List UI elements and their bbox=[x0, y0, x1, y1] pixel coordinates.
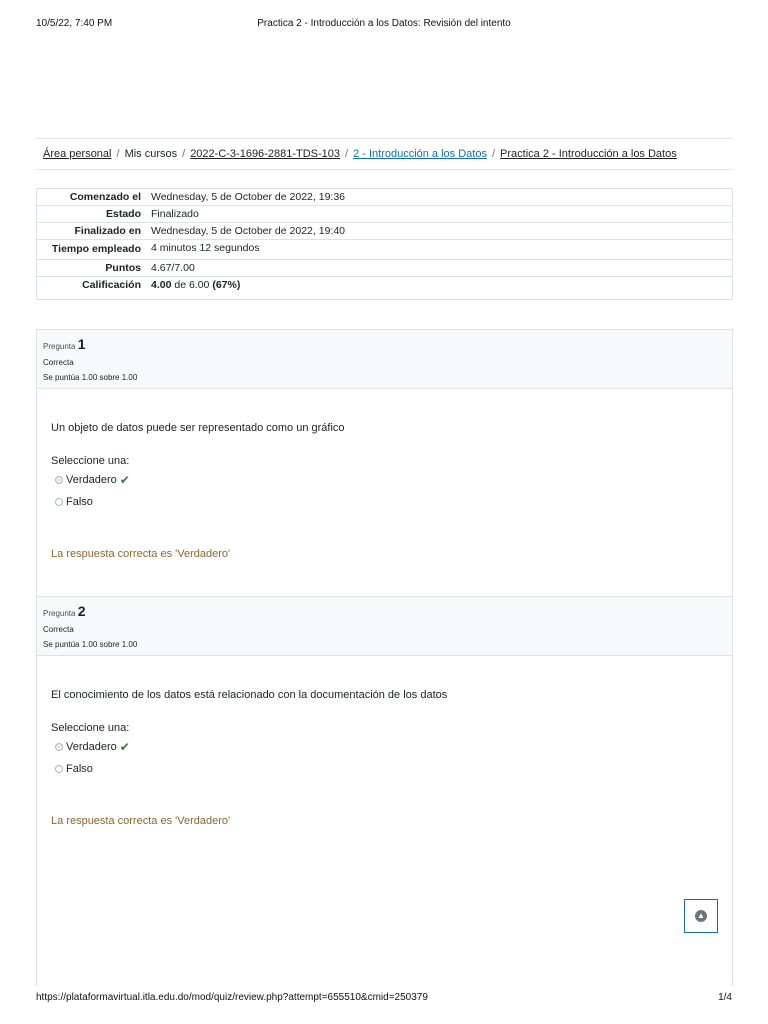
summary-value: Wednesday, 5 de October de 2022, 19:36 bbox=[151, 191, 345, 203]
check-icon: ✔ bbox=[119, 740, 130, 754]
summary-label: Estado bbox=[37, 206, 147, 223]
breadcrumb-separator: / bbox=[491, 148, 496, 160]
question-1-info bbox=[36, 329, 733, 389]
breadcrumb-mis-cursos[interactable]: Mis cursos bbox=[124, 148, 178, 160]
chevron-up-icon: ▲ bbox=[695, 910, 707, 922]
radio-checked-icon[interactable] bbox=[55, 476, 63, 484]
summary-row bbox=[37, 206, 733, 223]
answer-prompt: Seleccione una: bbox=[51, 455, 130, 467]
breadcrumb-section[interactable]: 2 - Introducción a los Datos bbox=[353, 148, 487, 160]
radio-checked-icon[interactable] bbox=[55, 743, 63, 751]
question-number bbox=[43, 603, 732, 619]
breadcrumb bbox=[36, 138, 733, 170]
print-footer bbox=[36, 992, 732, 1006]
radio-icon[interactable] bbox=[55, 765, 63, 773]
question-2-content bbox=[36, 656, 733, 986]
radio-icon[interactable] bbox=[55, 498, 63, 506]
print-page-number: 1/4 bbox=[718, 992, 732, 1003]
question-2-info bbox=[36, 596, 733, 656]
question-label: Pregunta bbox=[43, 342, 76, 351]
question-number bbox=[43, 336, 732, 352]
summary-row-grade bbox=[37, 277, 733, 300]
summary-label: Puntos bbox=[37, 260, 147, 277]
summary-label: Calificación bbox=[37, 277, 147, 300]
question-number-value: 2 bbox=[77, 603, 86, 619]
right-answer-feedback: La respuesta correcta es 'Verdadero' bbox=[51, 815, 231, 827]
right-answer-feedback: La respuesta correcta es 'Verdadero' bbox=[51, 548, 231, 560]
summary-value: Wednesday, 5 de October de 2022, 19:40 bbox=[146, 223, 733, 240]
print-datetime: 10/5/22, 7:40 PM bbox=[36, 18, 113, 29]
question-label: Pregunta bbox=[43, 609, 76, 618]
question-text: El conocimiento de los datos está relacionado con la documentación de los datos bbox=[51, 689, 448, 701]
question-number-value: 1 bbox=[77, 336, 86, 352]
breadcrumb-area-personal[interactable]: Área personal bbox=[43, 148, 112, 160]
summary-value: 4 minutos 12 segundos bbox=[146, 240, 733, 260]
answer-option-falso[interactable] bbox=[55, 496, 93, 508]
summary-label: Comenzado el bbox=[69, 191, 141, 203]
question-1-content bbox=[36, 389, 733, 596]
summary-label: Finalizado en bbox=[37, 223, 147, 240]
option-label: Falso bbox=[66, 496, 93, 508]
option-label: Falso bbox=[66, 763, 93, 775]
summary-value: Finalizado bbox=[146, 206, 733, 223]
breadcrumb-course[interactable]: 2022-C-3-1696-2881-TDS-103 bbox=[190, 148, 340, 160]
summary-row bbox=[37, 223, 733, 240]
answer-option-falso[interactable] bbox=[55, 763, 93, 775]
question-mark: Se puntúa 1.00 sobre 1.00 bbox=[43, 373, 138, 382]
print-title: Practica 2 - Introducción a los Datos: Revisión del intento bbox=[257, 18, 511, 29]
attempt-summary-table bbox=[36, 188, 733, 300]
answer-prompt: Seleccione una: bbox=[51, 722, 130, 734]
answer-option-verdadero[interactable] bbox=[55, 473, 130, 487]
scroll-to-top-button[interactable] bbox=[684, 899, 718, 933]
breadcrumb-separator: / bbox=[345, 148, 349, 160]
option-label: Verdadero bbox=[66, 741, 117, 753]
grade-score: 4.00 bbox=[151, 279, 172, 291]
breadcrumb-separator: / bbox=[116, 148, 120, 160]
question-mark: Se puntúa 1.00 sobre 1.00 bbox=[43, 640, 138, 649]
check-icon: ✔ bbox=[119, 473, 130, 487]
grade-of: de 6.00 bbox=[174, 279, 210, 291]
grade-value bbox=[146, 277, 733, 300]
question-state: Correcta bbox=[43, 625, 74, 634]
summary-value: 4.67/7.00 bbox=[146, 260, 733, 277]
print-url: https://plataformavirtual.itla.edu.do/mod/quiz/review.php?attempt=655510&cmid=250379 bbox=[36, 992, 428, 1003]
answer-option-verdadero[interactable] bbox=[55, 740, 130, 754]
print-header bbox=[36, 18, 732, 32]
summary-label: Tiempo empleado bbox=[37, 240, 147, 260]
breadcrumb-quiz[interactable]: Practica 2 - Introducción a los Datos bbox=[500, 148, 677, 160]
grade-percent: (67%) bbox=[212, 279, 241, 291]
option-label: Verdadero bbox=[66, 474, 117, 486]
summary-row bbox=[37, 189, 733, 206]
summary-row bbox=[37, 260, 733, 277]
question-text: Un objeto de datos puede ser representado como un gráfico bbox=[51, 422, 345, 434]
question-state: Correcta bbox=[43, 358, 74, 367]
summary-row bbox=[37, 240, 733, 260]
breadcrumb-separator: / bbox=[182, 148, 186, 160]
